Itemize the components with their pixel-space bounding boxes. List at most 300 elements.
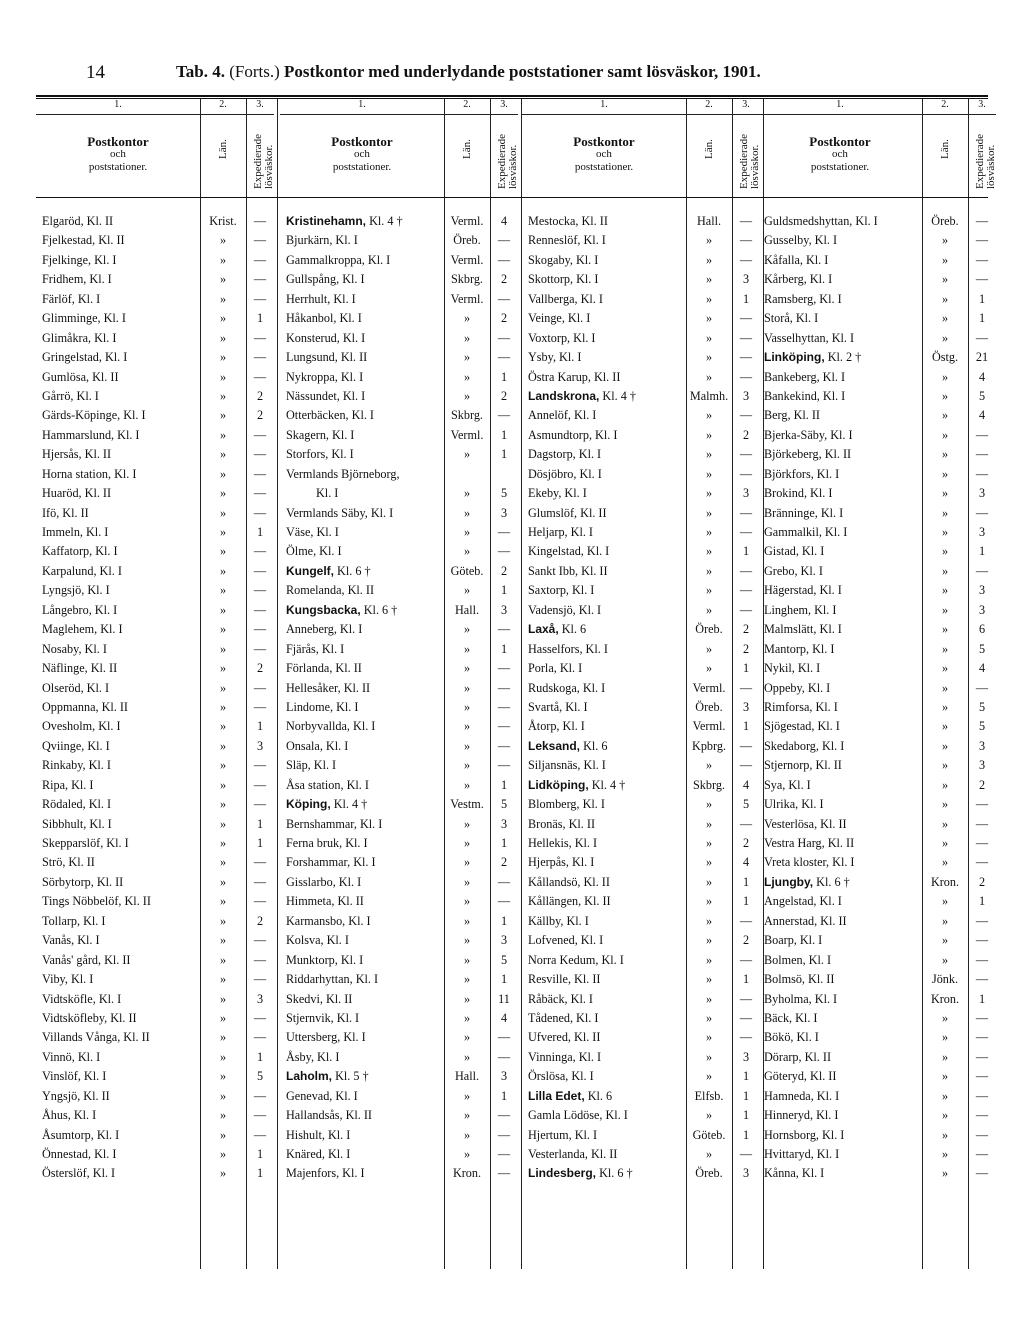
- table-row: [36, 951, 274, 970]
- station-label: Bernshammar, Kl. I: [286, 816, 383, 831]
- lösväskor-value: —: [497, 1030, 511, 1045]
- table-row: [280, 853, 518, 872]
- table-row: [522, 1106, 760, 1125]
- lan-value: »: [941, 661, 949, 676]
- lan-value: Kpbrg.: [692, 738, 726, 753]
- station-name: [286, 290, 442, 309]
- column-group-2: [280, 99, 518, 1269]
- station-name: [42, 368, 198, 387]
- lösväskor-value: —: [497, 758, 511, 773]
- station-name: [42, 737, 198, 756]
- table-row: [280, 620, 518, 639]
- station-name: [528, 795, 684, 814]
- lösväskor-value: 5: [256, 1069, 264, 1084]
- lösväskor-value: 4: [978, 661, 986, 676]
- station-name: [764, 484, 920, 503]
- table-rows: [280, 212, 518, 1184]
- table-row: [36, 1087, 274, 1106]
- lösväskor-value: —: [497, 525, 511, 539]
- lösväskor-value: —: [975, 855, 989, 870]
- office-class: Kl. 4 †: [588, 777, 626, 792]
- station-label: Skogaby, Kl. I: [528, 252, 599, 267]
- station-label: Bökö, Kl. I: [764, 1030, 819, 1045]
- table-row: [280, 873, 518, 892]
- table-row: [758, 484, 996, 503]
- station-label: Glimminge, Kl. I: [42, 311, 126, 326]
- column-number: 3.: [500, 99, 508, 110]
- table-row: [36, 737, 274, 756]
- table-row: [280, 640, 518, 659]
- station-name: [764, 892, 920, 911]
- table-row: [758, 853, 996, 872]
- lan-value: »: [941, 291, 949, 306]
- station-label: Hinneryd, Kl. I: [764, 1108, 839, 1123]
- lan-value: »: [705, 408, 713, 423]
- lan-value: »: [705, 1147, 713, 1161]
- lan-value: »: [463, 777, 471, 792]
- lösväskor-value: —: [497, 1166, 511, 1181]
- lan-value: »: [463, 972, 471, 987]
- station-name: [764, 951, 920, 970]
- table-row: [280, 601, 518, 620]
- station-label: Vermlands Säby, Kl. I: [286, 505, 394, 520]
- station-label: Sibbhult, Kl. I: [42, 816, 112, 831]
- station-name: [528, 931, 684, 950]
- station-label: Gamla Lödöse, Kl. I: [528, 1108, 628, 1123]
- station-label: Ramsberg, Kl. I: [764, 291, 842, 306]
- lösväskor-value: —: [739, 991, 753, 1006]
- station-name: [42, 1106, 198, 1125]
- table-row: [522, 329, 760, 348]
- station-label: Mantorp, Kl. I: [764, 641, 835, 656]
- station-label: Vestra Harg, Kl. II: [764, 836, 855, 850]
- heading-expedierade: Expedierade lösväskor.: [738, 134, 761, 189]
- station-label: Storå, Kl. I: [764, 311, 819, 326]
- lan-value: »: [941, 388, 949, 403]
- column-number-rule: [522, 114, 760, 115]
- table-row: [36, 990, 274, 1009]
- station-name: [286, 756, 442, 775]
- lan-value: »: [219, 1069, 227, 1084]
- station-name: [528, 679, 684, 698]
- lösväskor-value: —: [253, 466, 267, 481]
- station-name: [764, 1145, 920, 1164]
- lösväskor-value: 3: [256, 991, 264, 1006]
- lösväskor-value: 3: [742, 486, 750, 501]
- station-label: Norra Kedum, Kl. I: [528, 952, 624, 967]
- table-row: [36, 523, 274, 542]
- lan-value: »: [219, 758, 227, 773]
- lösväskor-value: —: [975, 1127, 989, 1142]
- lösväskor-value: 3: [742, 1166, 750, 1181]
- table-row: [522, 251, 760, 270]
- station-label: Ulrika, Kl. I: [764, 797, 824, 812]
- table-row: [758, 309, 996, 328]
- lösväskor-value: 4: [742, 855, 750, 870]
- table-row: [522, 1087, 760, 1106]
- station-name: [764, 717, 920, 736]
- station-name: [764, 406, 920, 425]
- lösväskor-value: —: [253, 699, 267, 714]
- table-row: [758, 1106, 996, 1125]
- lan-value: »: [705, 486, 713, 501]
- table-row: [522, 212, 760, 231]
- station-name: [528, 698, 684, 717]
- table-row: [36, 231, 274, 250]
- lan-value: »: [705, 525, 713, 539]
- lan-value: »: [219, 1010, 227, 1025]
- lan-value: »: [463, 855, 471, 870]
- station-name: [528, 1164, 684, 1183]
- lösväskor-value: 11: [498, 991, 510, 1006]
- table-row: [36, 445, 274, 464]
- table-row: [280, 504, 518, 523]
- lösväskor-value: —: [497, 1127, 511, 1142]
- table-row: [758, 620, 996, 639]
- station-label: Hellekis, Kl. I: [528, 836, 598, 850]
- station-name: [286, 834, 442, 853]
- station-label: Österslöf, Kl. I: [42, 1166, 116, 1181]
- lösväskor-value: —: [739, 369, 753, 384]
- lan-value: »: [219, 855, 227, 870]
- heading-postkontor: Postkontor: [331, 134, 393, 149]
- station-label: Brokind, Kl. I: [764, 486, 833, 501]
- lösväskor-value: —: [739, 252, 753, 267]
- station-name: [42, 815, 198, 834]
- lan-value: »: [463, 758, 471, 773]
- lösväskor-value: —: [497, 622, 511, 637]
- table-row: [280, 465, 518, 484]
- lösväskor-value: —: [497, 1108, 511, 1123]
- lösväskor-value: 2: [978, 777, 986, 792]
- lösväskor-value: 1: [500, 836, 508, 850]
- station-name: [764, 581, 920, 600]
- lan-value: »: [941, 933, 949, 948]
- station-label: Viby, Kl. I: [42, 972, 94, 987]
- lan-value: »: [705, 1069, 713, 1084]
- lösväskor-value: 1: [500, 447, 508, 462]
- station-name: [528, 562, 684, 581]
- station-name: [528, 853, 684, 872]
- station-label: Byholma, Kl. I: [764, 991, 838, 1006]
- table-row: [280, 737, 518, 756]
- station-label: Hjertum, Kl. I: [528, 1127, 598, 1142]
- station-name: [764, 659, 920, 678]
- lan-value: »: [705, 933, 713, 948]
- station-name: [528, 270, 684, 289]
- lan-value: »: [705, 816, 713, 831]
- station-label: Ysby, Kl. I: [528, 350, 582, 365]
- station-label: Åsa station, Kl. I: [286, 777, 369, 792]
- lan-value: »: [463, 330, 471, 345]
- table-row: [280, 562, 518, 581]
- table-row: [280, 776, 518, 795]
- station-name: [764, 990, 920, 1009]
- lan-value: »: [705, 505, 713, 520]
- lösväskor-value: 3: [500, 1069, 508, 1084]
- table-row: [36, 815, 274, 834]
- station-label: Dösjöbro, Kl. I: [528, 466, 602, 481]
- lan-value: »: [941, 641, 949, 656]
- station-name: [528, 212, 684, 231]
- lan-value: »: [705, 836, 713, 850]
- station-label: Hvittaryd, Kl. I: [764, 1147, 840, 1161]
- lösväskor-value: —: [253, 252, 267, 267]
- table-row: [36, 659, 274, 678]
- station-label: Gumlösa, Kl. II: [42, 369, 119, 384]
- table-row: [280, 484, 518, 503]
- lösväskor-value: 6: [978, 622, 986, 637]
- table-row: [36, 1145, 274, 1164]
- station-label: Björkfors, Kl. I: [764, 466, 840, 481]
- station-name: [42, 1028, 198, 1047]
- station-name: [764, 815, 920, 834]
- lan-value: »: [463, 661, 471, 676]
- office-name: Landskrona,: [528, 388, 600, 403]
- station-label: Vinnö, Kl. I: [42, 1049, 101, 1064]
- station-label: Renneslöf, Kl. I: [528, 233, 606, 248]
- station-label: Stjernorp, Kl. II: [764, 758, 842, 773]
- lösväskor-value: 2: [742, 622, 750, 637]
- table-row: [758, 640, 996, 659]
- station-name: [764, 445, 920, 464]
- station-name: [528, 951, 684, 970]
- lan-value: Jönk.: [931, 972, 959, 987]
- lan-value: »: [219, 350, 227, 365]
- station-name: [42, 1164, 198, 1183]
- table-rows: [758, 212, 996, 1184]
- lan-value: »: [219, 311, 227, 326]
- lösväskor-value: 1: [256, 1166, 264, 1181]
- lan-value: »: [463, 369, 471, 384]
- table-row: [280, 951, 518, 970]
- station-name: [42, 1087, 198, 1106]
- station-name: [764, 1009, 920, 1028]
- station-label: Oppeby, Kl. I: [764, 680, 831, 695]
- table-row: [36, 756, 274, 775]
- lan-value: »: [705, 855, 713, 870]
- station-name: [528, 834, 684, 853]
- station-name: [528, 251, 684, 270]
- table-row: [280, 931, 518, 950]
- station-name: [286, 368, 442, 387]
- column-number: 2.: [941, 99, 949, 110]
- station-label: Bronäs, Kl. II: [528, 816, 596, 831]
- station-label: Hägerstad, Kl. I: [764, 583, 842, 598]
- lösväskor-value: —: [739, 1147, 753, 1161]
- lösväskor-value: 1: [742, 291, 750, 306]
- table-row: [36, 1009, 274, 1028]
- lösväskor-value: 5: [978, 699, 986, 714]
- lan-value: »: [705, 272, 713, 287]
- lösväskor-value: —: [739, 408, 753, 423]
- lösväskor-value: —: [253, 874, 267, 889]
- office-class: Kl. 6 †: [334, 563, 371, 578]
- lösväskor-value: 1: [256, 719, 264, 734]
- lan-value: »: [463, 991, 471, 1006]
- station-label: Hallandsås, Kl. II: [286, 1108, 372, 1123]
- station-name: [42, 970, 198, 989]
- lösväskor-value: 3: [978, 486, 986, 501]
- table-row: [280, 231, 518, 250]
- lan-value: Verml.: [692, 719, 726, 734]
- table-row: [522, 756, 760, 775]
- station-label: Romelanda, Kl. II: [286, 583, 374, 598]
- lösväskor-value: 1: [500, 427, 508, 442]
- station-name: [286, 601, 442, 620]
- station-name: [764, 873, 920, 892]
- station-name: [764, 426, 920, 445]
- column-heading: [280, 135, 444, 174]
- lan-value: Öreb.: [695, 699, 723, 714]
- office-name: Lidköping,: [528, 777, 589, 792]
- table-row: [36, 1164, 274, 1183]
- office-name: Laholm,: [286, 1069, 333, 1084]
- lösväskor-value: 1: [500, 777, 508, 792]
- table-row: [36, 368, 274, 387]
- station-label: Kållandsö, Kl. II: [528, 874, 610, 889]
- page-number: 14: [86, 62, 105, 83]
- table-row: [522, 484, 760, 503]
- station-name: [528, 1067, 684, 1086]
- table-row: [36, 348, 274, 367]
- office-name: Kungelf,: [286, 563, 334, 578]
- station-label: Herrhult, Kl. I: [286, 291, 356, 306]
- station-label: Väse, Kl. I: [286, 525, 339, 539]
- lan-value: »: [705, 972, 713, 987]
- station-label: Nykil, Kl. I: [764, 661, 821, 676]
- station-label: Sankt Ibb, Kl. II: [528, 563, 608, 578]
- table-row: [36, 601, 274, 620]
- table-row: [280, 815, 518, 834]
- station-label: Lyngsjö, Kl. I: [42, 583, 110, 598]
- column-number: 3.: [978, 99, 986, 110]
- station-label: Förlanda, Kl. II: [286, 661, 362, 676]
- station-name: [764, 601, 920, 620]
- station-name: [42, 212, 198, 231]
- station-name: [286, 251, 442, 270]
- station-label: Rödaled, Kl. I: [42, 797, 112, 812]
- station-name: [286, 231, 442, 250]
- lösväskor-value: 2: [256, 913, 264, 928]
- table-row: [758, 873, 996, 892]
- table-row: [758, 445, 996, 464]
- table-row: [280, 523, 518, 542]
- table-row: [758, 679, 996, 698]
- table-row: [758, 834, 996, 853]
- table-row: [36, 1106, 274, 1125]
- station-name: [286, 795, 442, 814]
- table-row: [280, 970, 518, 989]
- table-row: [522, 873, 760, 892]
- lan-value: »: [463, 913, 471, 928]
- lan-value: »: [941, 272, 949, 287]
- station-name: [286, 309, 442, 328]
- station-label: Sörbytorp, Kl. II: [42, 874, 124, 889]
- lan-value: »: [463, 622, 471, 637]
- station-name: [286, 853, 442, 872]
- table-row: [522, 717, 760, 736]
- station-label: Ferna bruk, Kl. I: [286, 836, 368, 850]
- column-heading: [36, 135, 200, 174]
- lan-value: Verml.: [692, 680, 726, 695]
- column-number: 3.: [256, 99, 264, 110]
- lan-value: »: [705, 1108, 713, 1123]
- lösväskor-value: —: [497, 350, 511, 365]
- lösväskor-value: 5: [500, 486, 508, 501]
- station-name: [286, 640, 442, 659]
- station-label: Gärds-Köpinge, Kl. I: [42, 408, 146, 423]
- lan-value: »: [941, 252, 949, 267]
- table-row: [522, 348, 760, 367]
- office-name: Lilla Edet,: [528, 1088, 585, 1103]
- station-label: Åtorp, Kl. I: [528, 719, 585, 734]
- office-name: Laxå,: [528, 622, 559, 637]
- lösväskor-value: —: [975, 447, 989, 462]
- station-label: Gammalkil, Kl. I: [764, 525, 848, 539]
- table-row: [280, 659, 518, 678]
- lan-value: »: [219, 797, 227, 812]
- lösväskor-value: —: [253, 797, 267, 812]
- lan-value: Vestm.: [450, 797, 484, 812]
- station-label: Håkanbol, Kl. I: [286, 311, 362, 326]
- table-row: [36, 795, 274, 814]
- lan-value: »: [219, 933, 227, 948]
- station-label: Heljarp, Kl. I: [528, 525, 593, 539]
- heading-och: och: [596, 148, 612, 160]
- station-label: Siljansnäs, Kl. I: [528, 758, 606, 773]
- station-name: [528, 329, 684, 348]
- table-row: [758, 426, 996, 445]
- table-row: [522, 426, 760, 445]
- lösväskor-value: —: [975, 466, 989, 481]
- lösväskor-value: 2: [742, 427, 750, 442]
- lösväskor-value: —: [253, 291, 267, 306]
- lan-value: »: [463, 1088, 471, 1103]
- lösväskor-value: —: [253, 272, 267, 287]
- table-row: [758, 1067, 996, 1086]
- lösväskor-value: —: [497, 661, 511, 676]
- table-row: [280, 368, 518, 387]
- lösväskor-value: —: [975, 797, 989, 812]
- station-name: [528, 484, 684, 503]
- station-label: Stjernvik, Kl. I: [286, 1010, 360, 1025]
- lan-value: Öreb.: [695, 622, 723, 637]
- station-label: Glimåkra, Kl. I: [42, 330, 117, 345]
- station-name: [528, 368, 684, 387]
- table-row: [280, 1048, 518, 1067]
- lan-value: »: [219, 1030, 227, 1045]
- continued-note: (Forts.): [229, 62, 280, 81]
- lan-value: »: [941, 622, 949, 637]
- table-rows: [522, 212, 760, 1184]
- table-row: [280, 1009, 518, 1028]
- lan-value: »: [705, 952, 713, 967]
- station-name: [528, 659, 684, 678]
- station-name: [42, 990, 198, 1009]
- lösväskor-value: 3: [742, 272, 750, 287]
- station-name: [764, 523, 920, 542]
- lösväskor-value: —: [253, 427, 267, 442]
- lan-value: Elfsb.: [694, 1088, 724, 1103]
- column-number: 1.: [114, 99, 122, 110]
- table-row: [36, 484, 274, 503]
- station-name: [528, 581, 684, 600]
- station-name: [764, 756, 920, 775]
- station-label: Forshammar, Kl. I: [286, 855, 376, 870]
- heading-expedierade: Expedierade lösväskor.: [974, 134, 997, 189]
- station-label: Dagstorp, Kl. I: [528, 447, 602, 462]
